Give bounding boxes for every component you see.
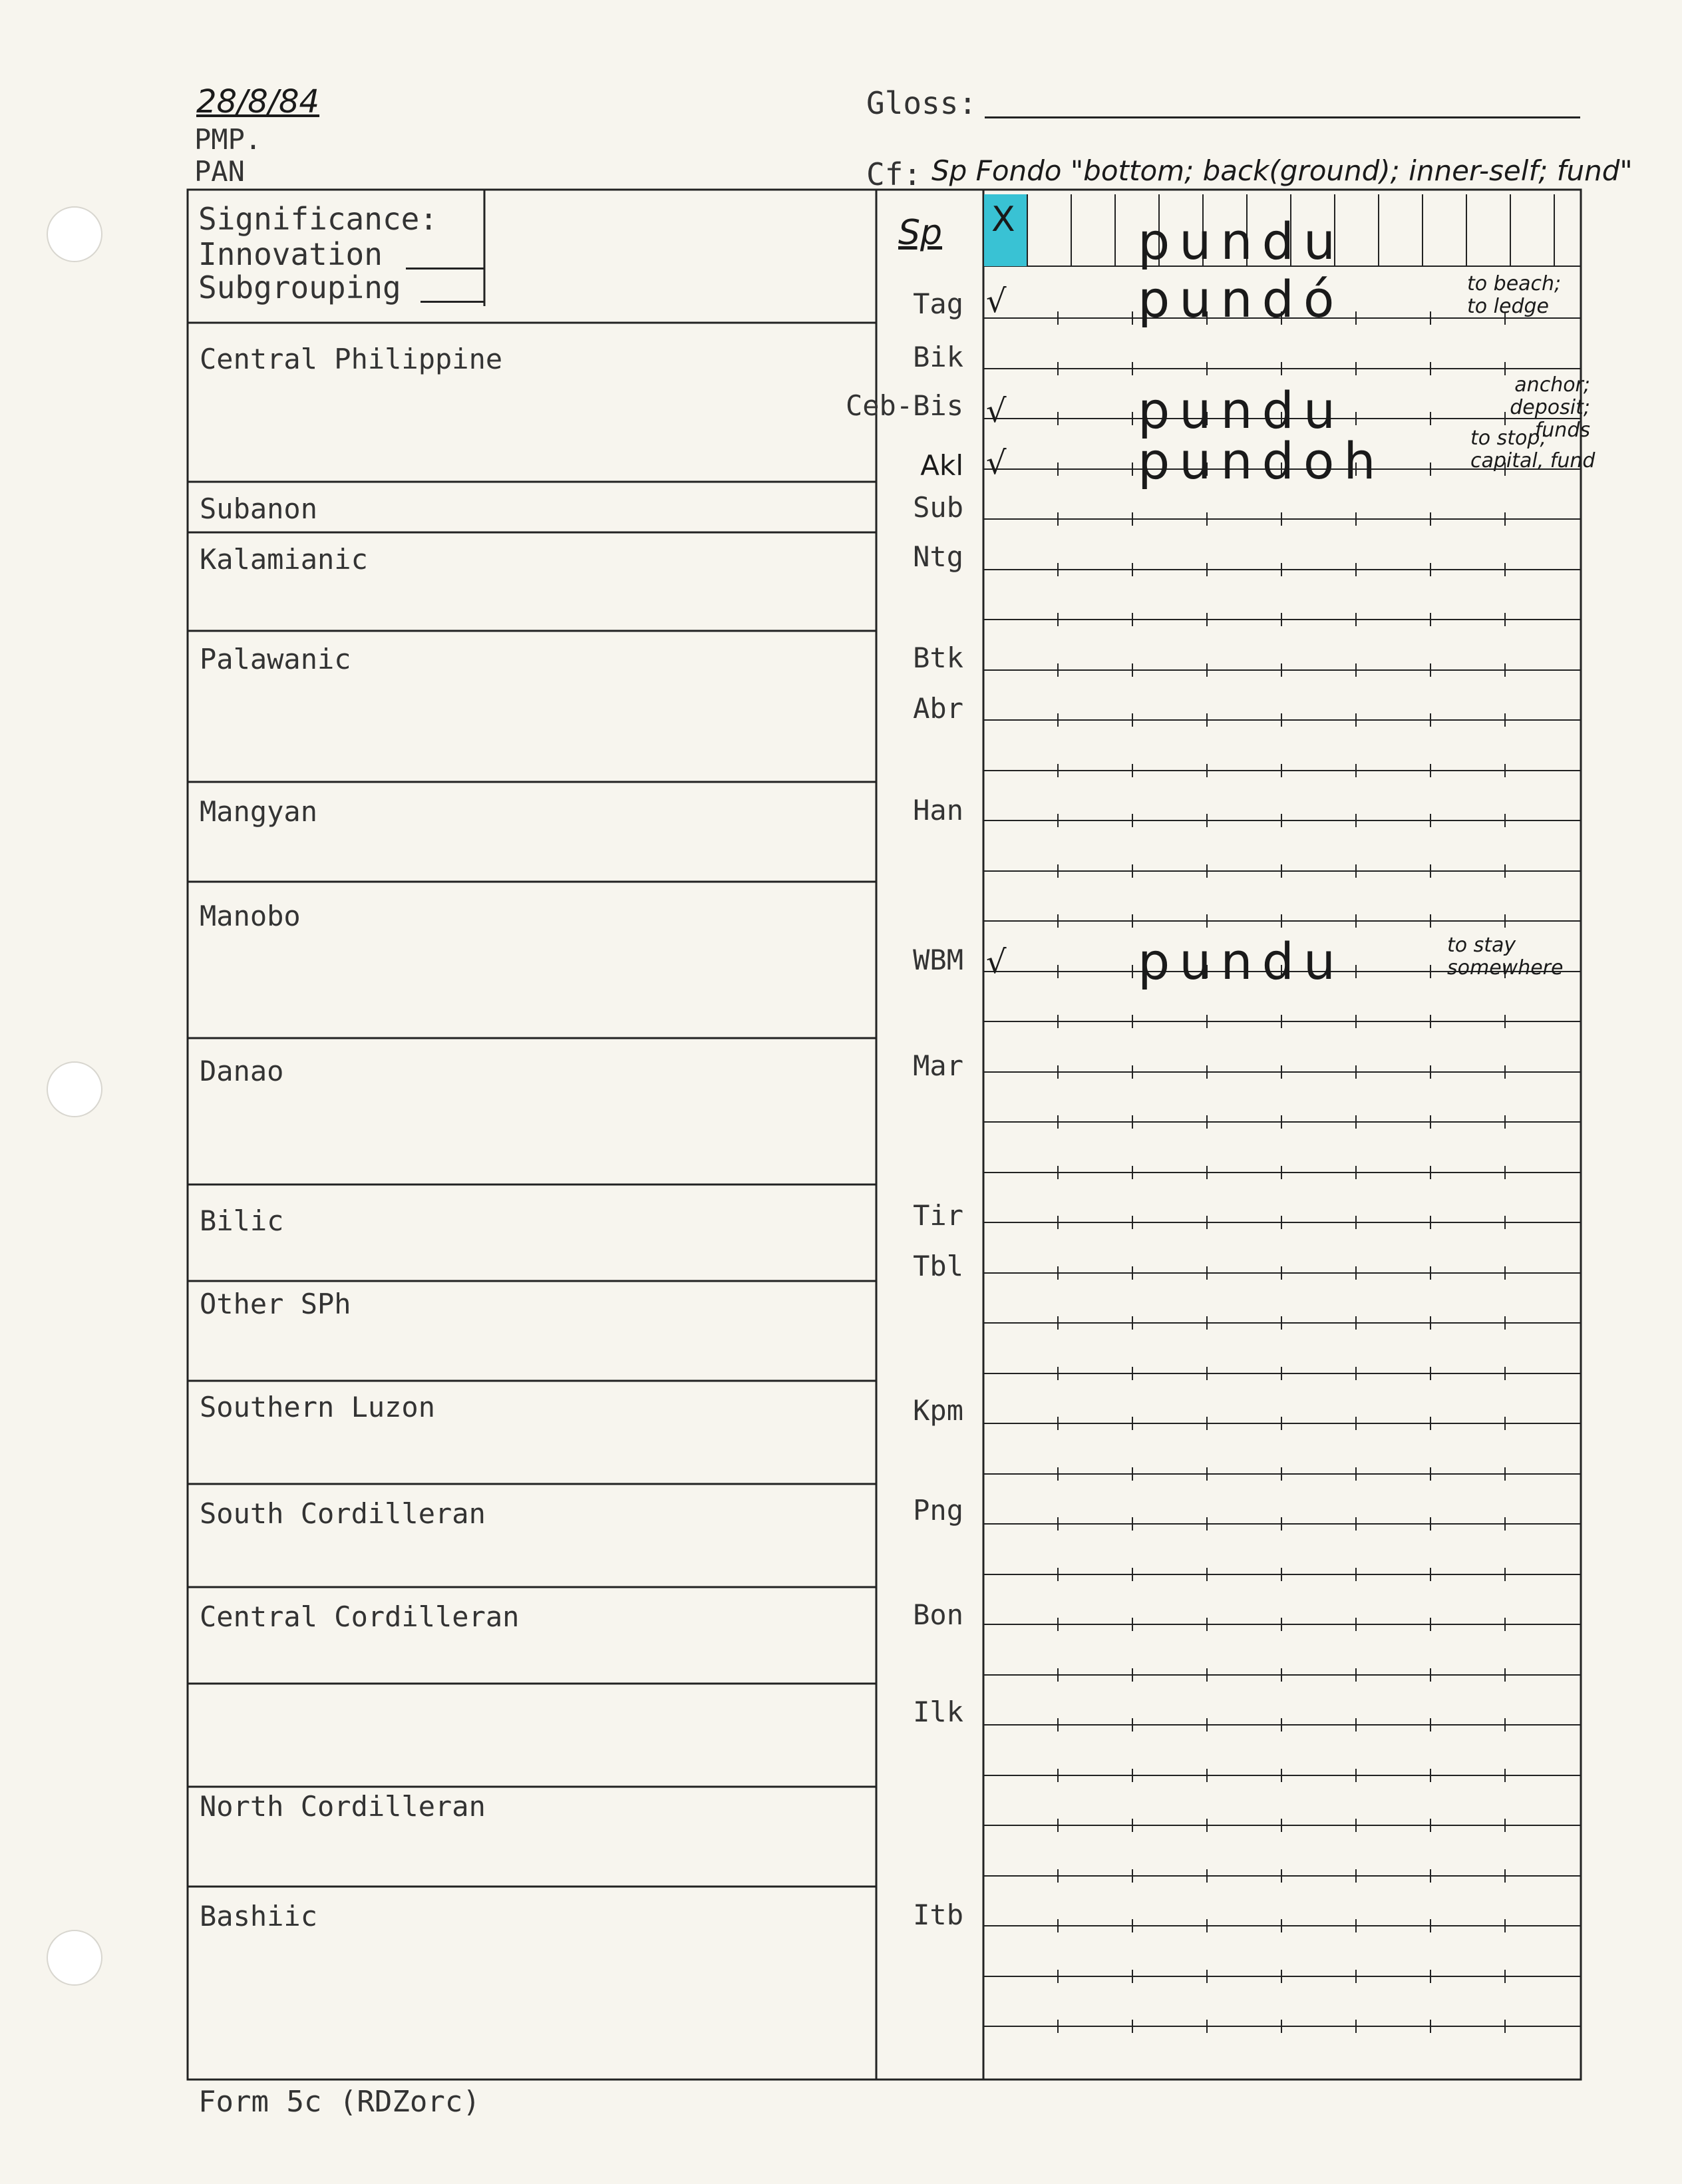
subgrouping-blank	[420, 301, 484, 303]
region-central-philippine: Central Philippine	[200, 343, 503, 375]
region-palawanic: Palawanic	[200, 643, 351, 675]
sp-mark: X	[991, 200, 1015, 240]
region-southern-luzon: Southern Luzon	[200, 1391, 436, 1423]
lang-wbm: WBM	[913, 944, 963, 976]
check-ceb: √	[986, 393, 1007, 430]
region-mangyan: Mangyan	[200, 795, 318, 828]
lang-ntg: Ntg	[913, 540, 963, 573]
gloss-akl: to stop; capital, fund	[1470, 427, 1596, 472]
proto-label-pan: PAN	[194, 155, 245, 188]
region-other-sph: Other SPh	[200, 1288, 351, 1320]
cf-label: Cf:	[866, 156, 922, 192]
date: 28/8/84	[196, 83, 320, 120]
word-wbm: pundu	[1138, 932, 1345, 991]
region-danao: Danao	[200, 1055, 284, 1087]
subgrouping-label: Subgrouping	[198, 270, 401, 305]
gloss-label: Gloss:	[866, 85, 977, 121]
region-manobo: Manobo	[200, 900, 301, 932]
word-tag: pundó	[1138, 270, 1344, 329]
check-wbm: √	[986, 944, 1007, 981]
lang-bon: Bon	[913, 1598, 963, 1631]
check-akl: √	[986, 445, 1007, 482]
region-bashiic: Bashiic	[200, 1900, 318, 1932]
gloss-wbm: to stay somewhere	[1447, 934, 1564, 980]
lang-sub: Sub	[913, 491, 963, 524]
lang-han: Han	[913, 794, 963, 826]
region-subanon: Subanon	[200, 492, 318, 525]
lang-png: Png	[913, 1494, 963, 1527]
cf-note: Sp Fondo "bottom; back(ground); inner-self; fund"	[931, 154, 1633, 187]
gloss-tag: to beach; to ledge	[1467, 272, 1562, 318]
lang-bik: Bik	[913, 341, 963, 373]
lang-tbl: Tbl	[913, 1250, 963, 1282]
region-south-cordilleran: South Cordilleran	[200, 1497, 486, 1530]
word-sp: pundu	[1138, 212, 1345, 271]
significance-title: Significance:	[198, 201, 438, 237]
lang-abr: Abr	[913, 692, 963, 725]
lang-sp: Sp	[898, 213, 943, 253]
check-tag: √	[986, 283, 1007, 320]
region-north-cordilleran: North Cordilleran	[200, 1790, 486, 1823]
word-akl: pundoh	[1138, 431, 1385, 490]
lang-ceb: Ceb-Bis	[845, 389, 963, 422]
region-bilic: Bilic	[200, 1204, 284, 1237]
form-label: Form 5c (RDZorc)	[198, 2085, 480, 2119]
lang-itb: Itb	[913, 1899, 963, 1931]
lang-tir: Tir	[913, 1199, 963, 1232]
lang-mar: Mar	[913, 1049, 963, 1082]
lang-kpm: Kpm	[913, 1394, 963, 1427]
region-kalamianic: Kalamianic	[200, 543, 368, 576]
proto-label-pmp: PMP.	[194, 123, 262, 156]
innovation-label: Innovation	[198, 236, 383, 272]
lang-tag: Tag	[913, 287, 963, 320]
lang-btk: Btk	[913, 641, 963, 674]
region-central-cordilleran: Central Cordilleran	[200, 1600, 520, 1633]
innovation-blank	[406, 268, 484, 270]
lang-ilk: Ilk	[913, 1696, 963, 1728]
gloss-ceb: anchor; deposit; funds	[1510, 373, 1590, 442]
word-ceb: pundu	[1138, 381, 1345, 440]
lang-akl: Akl	[920, 449, 963, 482]
